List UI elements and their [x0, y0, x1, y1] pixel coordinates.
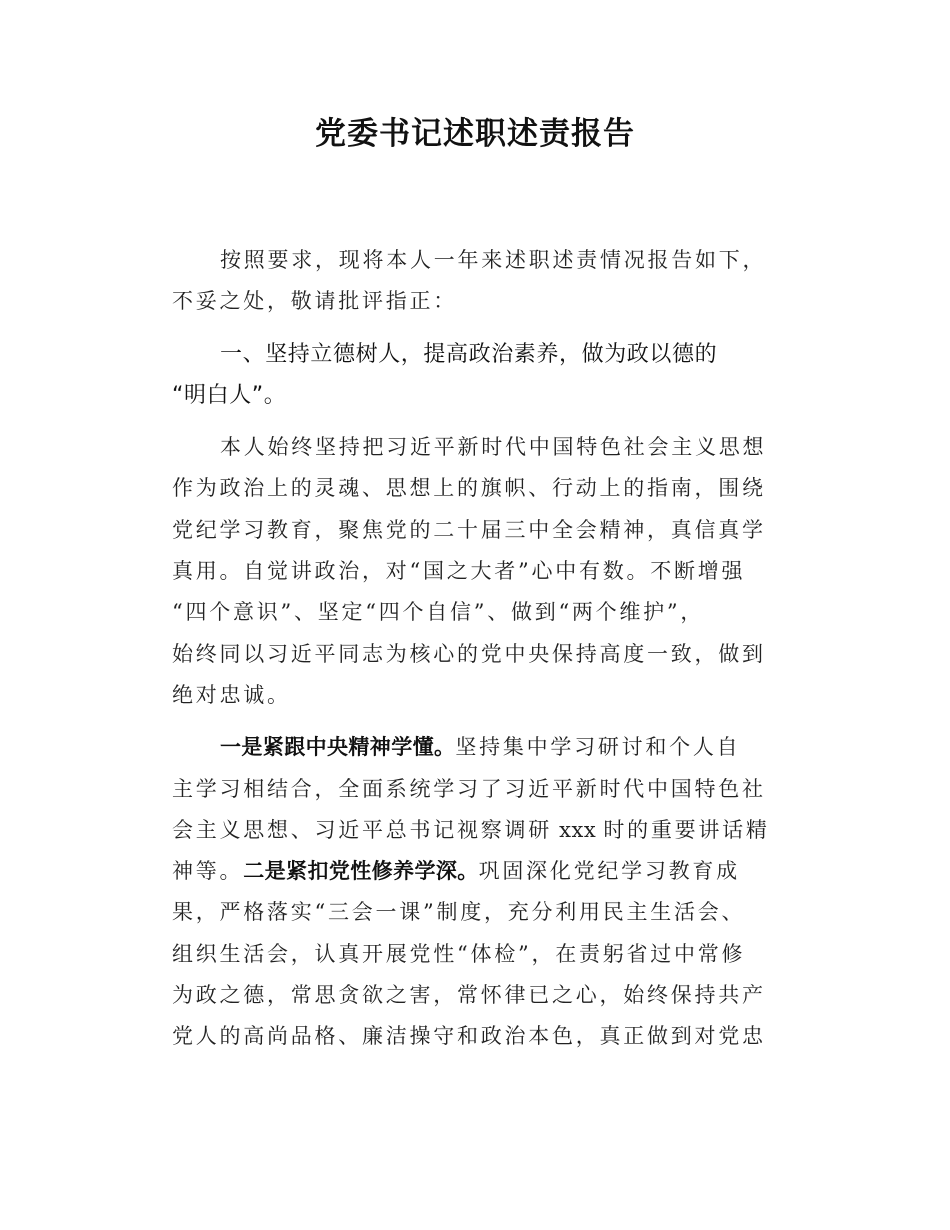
- text-line: 按照要求，现将本人一年来述职述责情况报告如下，: [220, 248, 767, 272]
- document-title: 党委书记述职述责报告: [315, 116, 635, 152]
- paragraph-gap: [172, 716, 794, 727]
- text-line: 党纪学习教育，聚焦党的二十届三中全会精神，真信真学: [172, 517, 766, 542]
- text-line: “四个意识”、坚定“四个自信”、做到“两个维护”，: [172, 600, 705, 625]
- text-run: 坚持集中学习研讨和个人自: [455, 735, 741, 760]
- placeholder-text: xxx: [552, 817, 604, 842]
- text-line: 为政之德，常思贪欲之害，常怀律已之心，始终保持共产: [172, 983, 766, 1008]
- body-paragraph: [172, 727, 794, 1057]
- heading-line: “明白人”。: [172, 382, 287, 408]
- body-paragraph: [172, 427, 794, 716]
- heading-line: 一、坚持立德树人，提高政治素养，做为政以德的: [220, 341, 718, 367]
- text-run: 神等。: [172, 859, 244, 884]
- text-line: 党人的高尚品格、廉洁操守和政治本色，真正做到对党忠: [172, 1024, 766, 1049]
- paragraph-gap: [172, 416, 794, 427]
- text-line: 绝对忠诚。: [172, 682, 291, 707]
- document-body: [172, 240, 794, 1058]
- text-run: 会主义思想、习近平总书记视察调研: [172, 817, 552, 842]
- text-line: [172, 727, 794, 768]
- text-line: 不妥之处，敬请批评指正：: [172, 289, 457, 314]
- bold-lead-in: 一是紧跟中央精神学懂。: [220, 735, 456, 760]
- text-run: 时的重要讲话精: [603, 817, 770, 842]
- paragraph-gap: [172, 323, 794, 334]
- bold-lead-in: 二是紧扣党性修养学深。: [243, 859, 479, 884]
- text-line: 真用。自觉讲政治，对“国之大者”心中有数。不断增强: [172, 559, 746, 584]
- text-line: 本人始终坚持把习近平新时代中国特色社会主义思想: [220, 435, 767, 460]
- text-run: 巩固深化党纪学习教育成: [478, 859, 740, 884]
- text-line: 作为政治上的灵魂、思想上的旗帜、行动上的指南，围绕: [172, 476, 766, 501]
- text-line: [172, 851, 794, 892]
- text-line: 组织生活会，认真开展党性“体检”，在责躬省过中常修: [172, 941, 746, 966]
- text-line: 主学习相结合，全面系统学习了习近平新时代中国特色社: [172, 776, 766, 801]
- section-heading: [172, 334, 794, 417]
- intro-paragraph: [172, 240, 794, 323]
- text-line: 果，严格落实“三会一课”制度，充分利用民主生活会、: [172, 900, 746, 925]
- text-line: 始终同以习近平同志为核心的党中央保持高度一致，做到: [172, 641, 766, 666]
- text-line: [172, 810, 794, 851]
